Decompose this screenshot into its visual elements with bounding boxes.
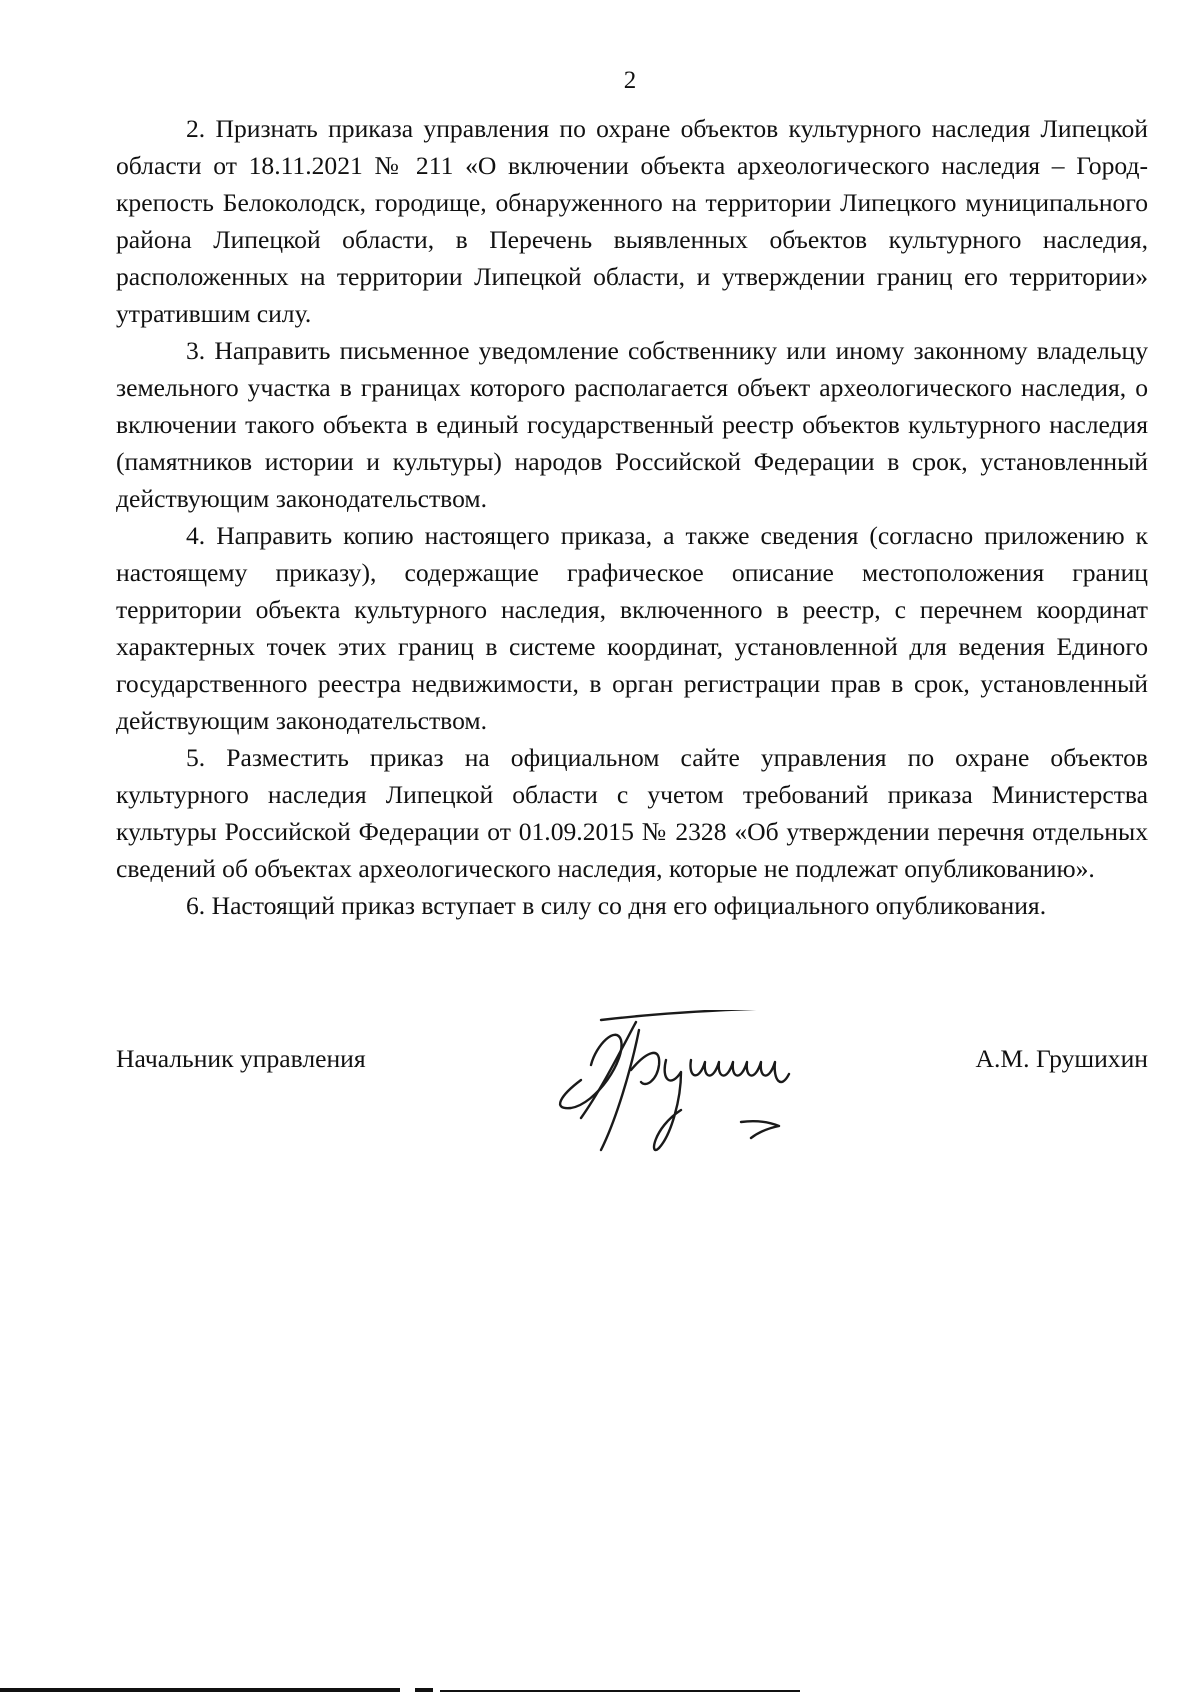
- signature-block: [116, 1010, 1148, 1160]
- signer-name: А.М. Грушихин: [975, 1044, 1148, 1073]
- paragraph-5: 5. Разместить приказ на официальном сайте управления по охране объектов культурного наследия Липецкой области с учетом требований приказа Министерства культуры Российской Федерации от 01.09.2015 № 2328 «Об утверждении перечня отдельных сведений об объектах археологического наследия, которые не подлежат опубликованию».: [116, 743, 1148, 883]
- bottom-scan-edge-thin: [440, 1690, 800, 1692]
- handwritten-signature: [541, 1010, 861, 1160]
- paragraph-3: 3. Направить письменное уведомление собственнику или иному законному владельцу земельного участка в границах которого располагается объект археологического наследия, о включении такого объекта в единый государственный реестр объектов культурного наследия (памятников истории и культуры) народов Российской Федерации в срок, установленный действующим законодательством.: [116, 336, 1148, 513]
- document-body: [116, 110, 1148, 924]
- page-number: 2: [623, 67, 637, 94]
- paragraph-6: 6. Настоящий приказ вступает в силу со дня его официального опубликования.: [186, 891, 1047, 920]
- bottom-scan-edge: [0, 1688, 400, 1692]
- paragraph-2: 2. Признать приказа управления по охране объектов культурного наследия Липецкой области от 18.11.2021 № 211 «О включении объекта археологического наследия – Город-крепость Белоколодск, городище, обнаруженного на территории Липецкого муниципального района Липецкой области, в Перечень выявленных объектов культурного наследия, расположенных на территории Липецкой области, и утверждении границ его территории» утратившим силу.: [116, 114, 1148, 328]
- paragraph-4: 4. Направить копию настоящего приказа, а также сведения (согласно приложению к настоящему приказу), содержащие графическое описание местоположения границ территории объекта культурного наследия, включенного в реестр, с перечнем координат характерных точек этих границ в системе координат, установленной для ведения Единого государственного реестра недвижимости, в орган регистрации прав в срок, установленный действующим законодательством.: [116, 521, 1148, 735]
- bottom-scan-edge-fragment: [415, 1688, 433, 1692]
- signer-position: Начальник управления: [116, 1044, 366, 1073]
